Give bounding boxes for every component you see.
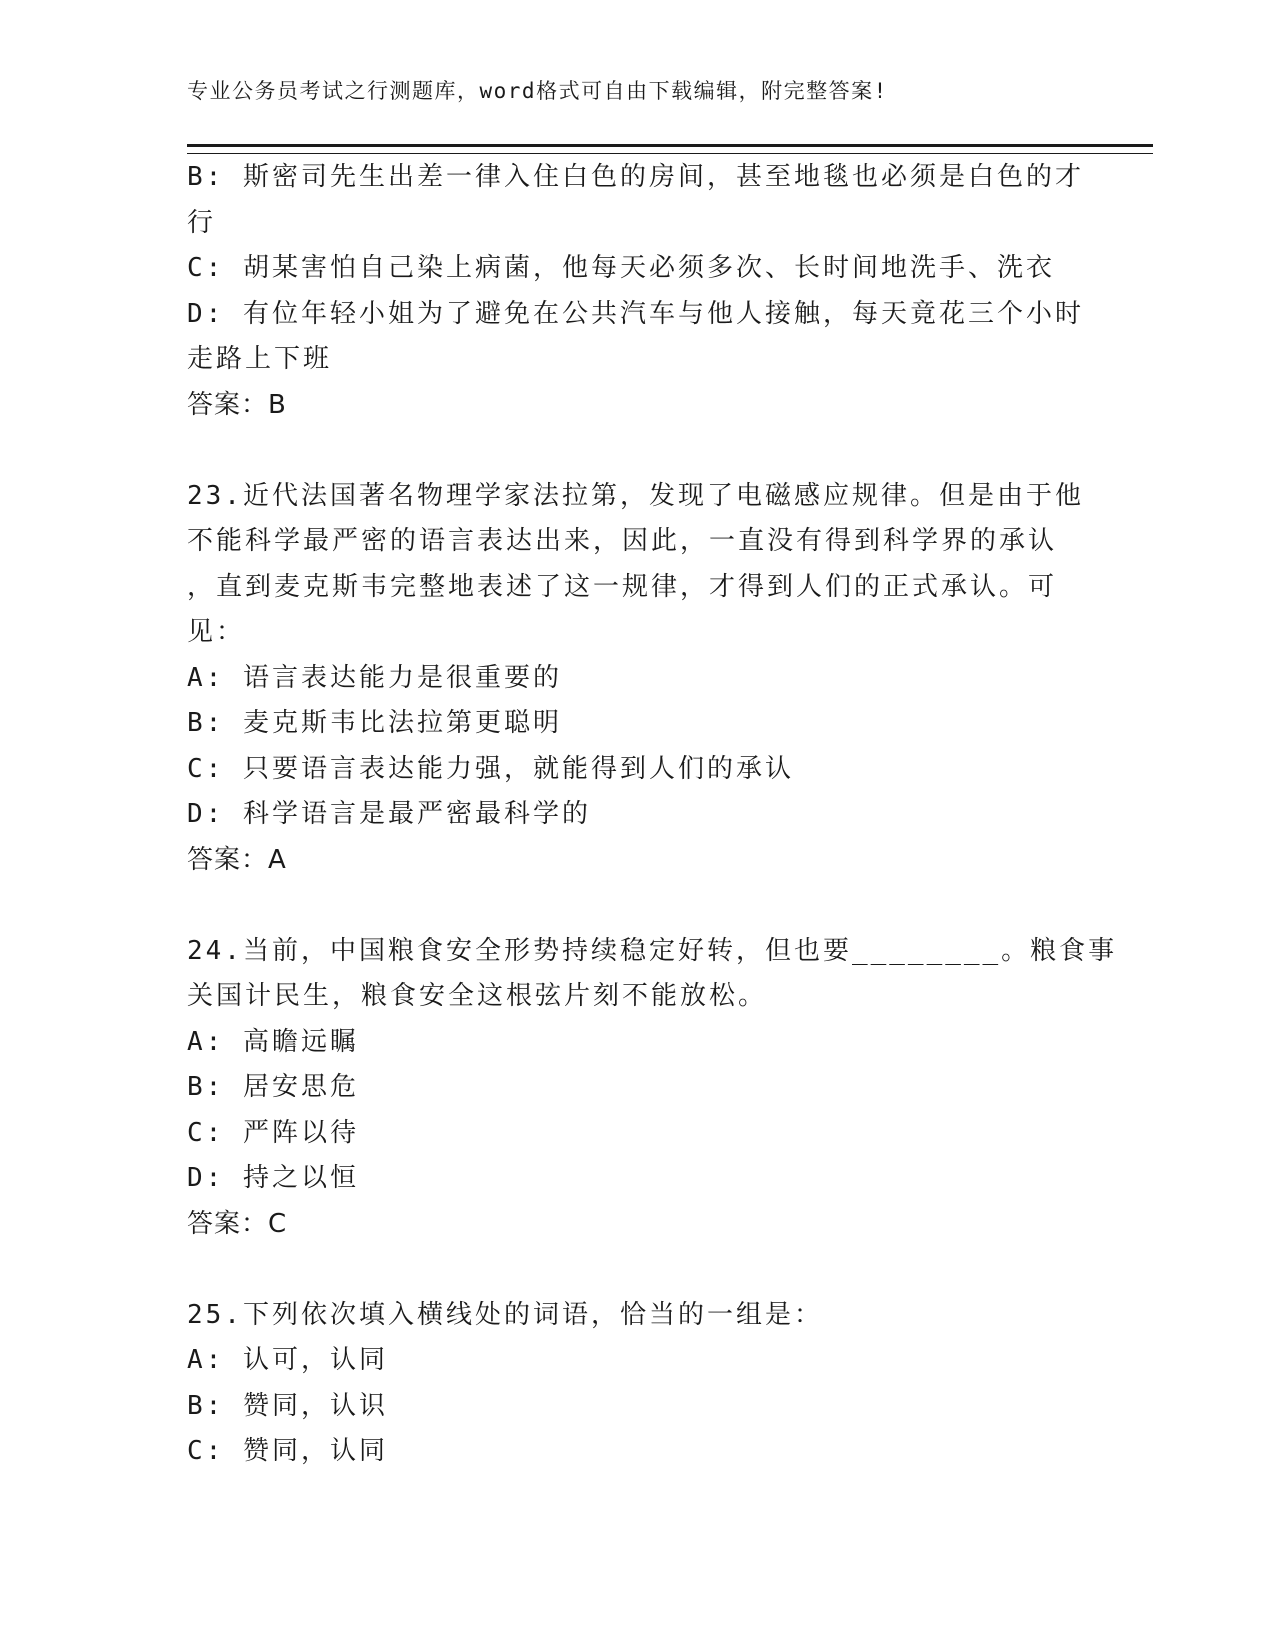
q24-stem-line2: 关国计民生，粮食安全这根弦片刻不能放松。	[187, 981, 768, 1011]
q22-answer: 答案：B	[187, 389, 287, 420]
page-header: 专业公务员考试之行测题库，word格式可自由下载编辑，附完整答案!	[187, 79, 888, 103]
q23-option-d: D: 科学语言是最严密最科学的	[187, 799, 591, 829]
q24-answer: 答案：C	[187, 1208, 288, 1239]
q24-option-b: B: 居安思危	[187, 1072, 359, 1102]
q23-stem-line2: 不能科学最严密的语言表达出来，因此，一直没有得到科学界的承认	[187, 526, 1058, 556]
q23-stem-line3: ，直到麦克斯韦完整地表述了这一规律，才得到人们的正式承认。可	[187, 571, 1058, 602]
q22-option-b-cont: 行	[187, 207, 217, 238]
q22-option-d: D: 有位年轻小姐为了避免在公共汽车与他人接触，每天竟花三个小时	[187, 298, 1084, 329]
q24-option-a: A: 高瞻远瞩	[187, 1026, 359, 1057]
question-content	[187, 155, 1118, 1475]
q25-option-b: B: 赞同，认识	[187, 1390, 388, 1421]
q24-option-c: C: 严阵以待	[187, 1117, 359, 1148]
q24-stem: 24.当前，中国粮食安全形势持续稳定好转，但也要________。粮食事	[187, 935, 1118, 966]
q25-option-a: A: 认可，认同	[187, 1345, 388, 1375]
q25-option-c: C: 赞同，认同	[187, 1436, 388, 1466]
q24-option-d: D: 持之以恒	[187, 1163, 359, 1193]
q23-option-a: A: 语言表达能力是很重要的	[187, 662, 562, 693]
q22-option-c: C: 胡某害怕自己染上病菌，他每天必须多次、长时间地洗手、洗衣	[187, 253, 1055, 283]
header-divider	[187, 144, 1153, 154]
q23-option-b: B: 麦克斯韦比法拉第更聪明	[187, 708, 562, 738]
q25-stem: 25.下列依次填入横线处的词语，恰当的一组是：	[187, 1299, 823, 1330]
spacer	[187, 883, 1087, 929]
q23-stem-line4: 见：	[187, 617, 246, 647]
q23-option-c: C: 只要语言表达能力强，就能得到人们的承认	[187, 753, 794, 784]
spacer	[187, 1247, 1087, 1293]
spacer	[187, 428, 1087, 474]
q23-answer: 答案：A	[187, 844, 287, 875]
q22-option-d-cont: 走路上下班	[187, 344, 333, 374]
q23-stem: 23.近代法国著名物理学家法拉第，发现了电磁感应规律。但是由于他	[187, 480, 1084, 511]
q22-option-b: B: 斯密司先生出差一律入住白色的房间，甚至地毯也必须是白色的才	[187, 162, 1084, 192]
